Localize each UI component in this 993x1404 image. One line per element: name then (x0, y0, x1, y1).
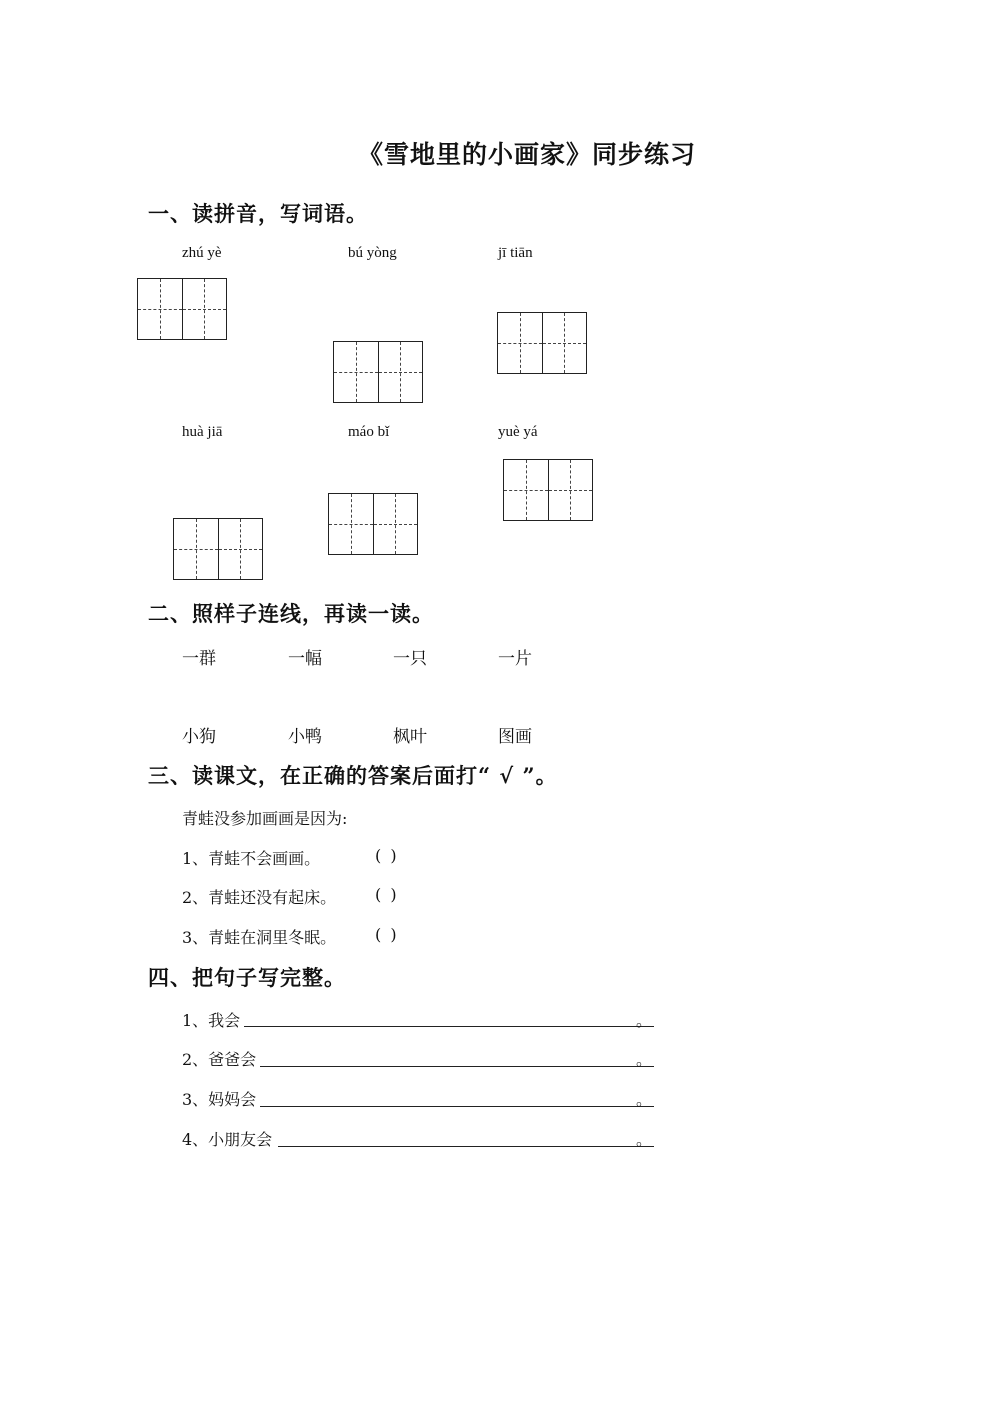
answer-paren-3[interactable]: ( ) (375, 925, 399, 944)
pinyin-6: yuè yá (498, 424, 538, 440)
pinyin-4: huà jiā (182, 424, 223, 440)
sentence-3-end: 。 (636, 1090, 653, 1109)
writing-grid-4[interactable] (173, 518, 263, 580)
match-top-1[interactable]: 一群 (182, 649, 216, 669)
sentence-2-prefix: 2、爸爸会 (182, 1050, 257, 1069)
writing-grid-6[interactable] (503, 459, 593, 521)
sentence-4-line[interactable] (278, 1146, 654, 1147)
question-text: 青蛙没参加画画是因为: (182, 809, 348, 828)
match-bottom-4[interactable]: 图画 (498, 727, 532, 747)
option-3: 3、青蛙在洞里冬眠。 (182, 928, 337, 947)
section-4-heading: 四、把句子写完整。 (148, 965, 346, 990)
sentence-4-prefix: 4、小朋友会 (182, 1130, 273, 1149)
sentence-2-end: 。 (636, 1050, 653, 1069)
writing-grid-3[interactable] (497, 312, 587, 374)
section-3-heading: 三、读课文，在正确的答案后面打“ √ ”。 (148, 763, 558, 788)
option-1: 1、青蛙不会画画。 (182, 849, 321, 868)
match-top-4[interactable]: 一片 (498, 649, 532, 669)
sentence-4-end: 。 (636, 1130, 653, 1149)
sentence-2-line[interactable] (260, 1066, 654, 1067)
pinyin-1: zhú yè (182, 245, 222, 261)
pinyin-3: jī tiān (498, 245, 533, 261)
match-top-2[interactable]: 一幅 (288, 649, 322, 669)
section-1-heading: 一、读拼音，写词语。 (148, 201, 368, 226)
writing-grid-5[interactable] (328, 493, 418, 555)
writing-grid-2[interactable] (333, 341, 423, 403)
match-bottom-1[interactable]: 小狗 (182, 727, 216, 747)
option-2: 2、青蛙还没有起床。 (182, 888, 337, 907)
section-2-heading: 二、照样子连线，再读一读。 (148, 601, 434, 626)
pinyin-2: bú yòng (348, 245, 397, 261)
sentence-1-end: 。 (636, 1011, 653, 1030)
sentence-1-prefix: 1、我会 (182, 1011, 241, 1030)
page-title: 《雪地里的小画家》同步练习 (358, 140, 697, 169)
sentence-3-prefix: 3、妈妈会 (182, 1090, 257, 1109)
sentence-3-line[interactable] (260, 1106, 654, 1107)
answer-paren-2[interactable]: ( ) (375, 885, 399, 904)
pinyin-5: máo bǐ (348, 424, 390, 440)
sentence-1-line[interactable] (244, 1026, 654, 1027)
match-bottom-3[interactable]: 枫叶 (393, 727, 427, 747)
answer-paren-1[interactable]: ( ) (375, 846, 399, 865)
match-bottom-2[interactable]: 小鸭 (288, 727, 322, 747)
writing-grid-1[interactable] (137, 278, 227, 340)
match-top-3[interactable]: 一只 (393, 649, 427, 669)
